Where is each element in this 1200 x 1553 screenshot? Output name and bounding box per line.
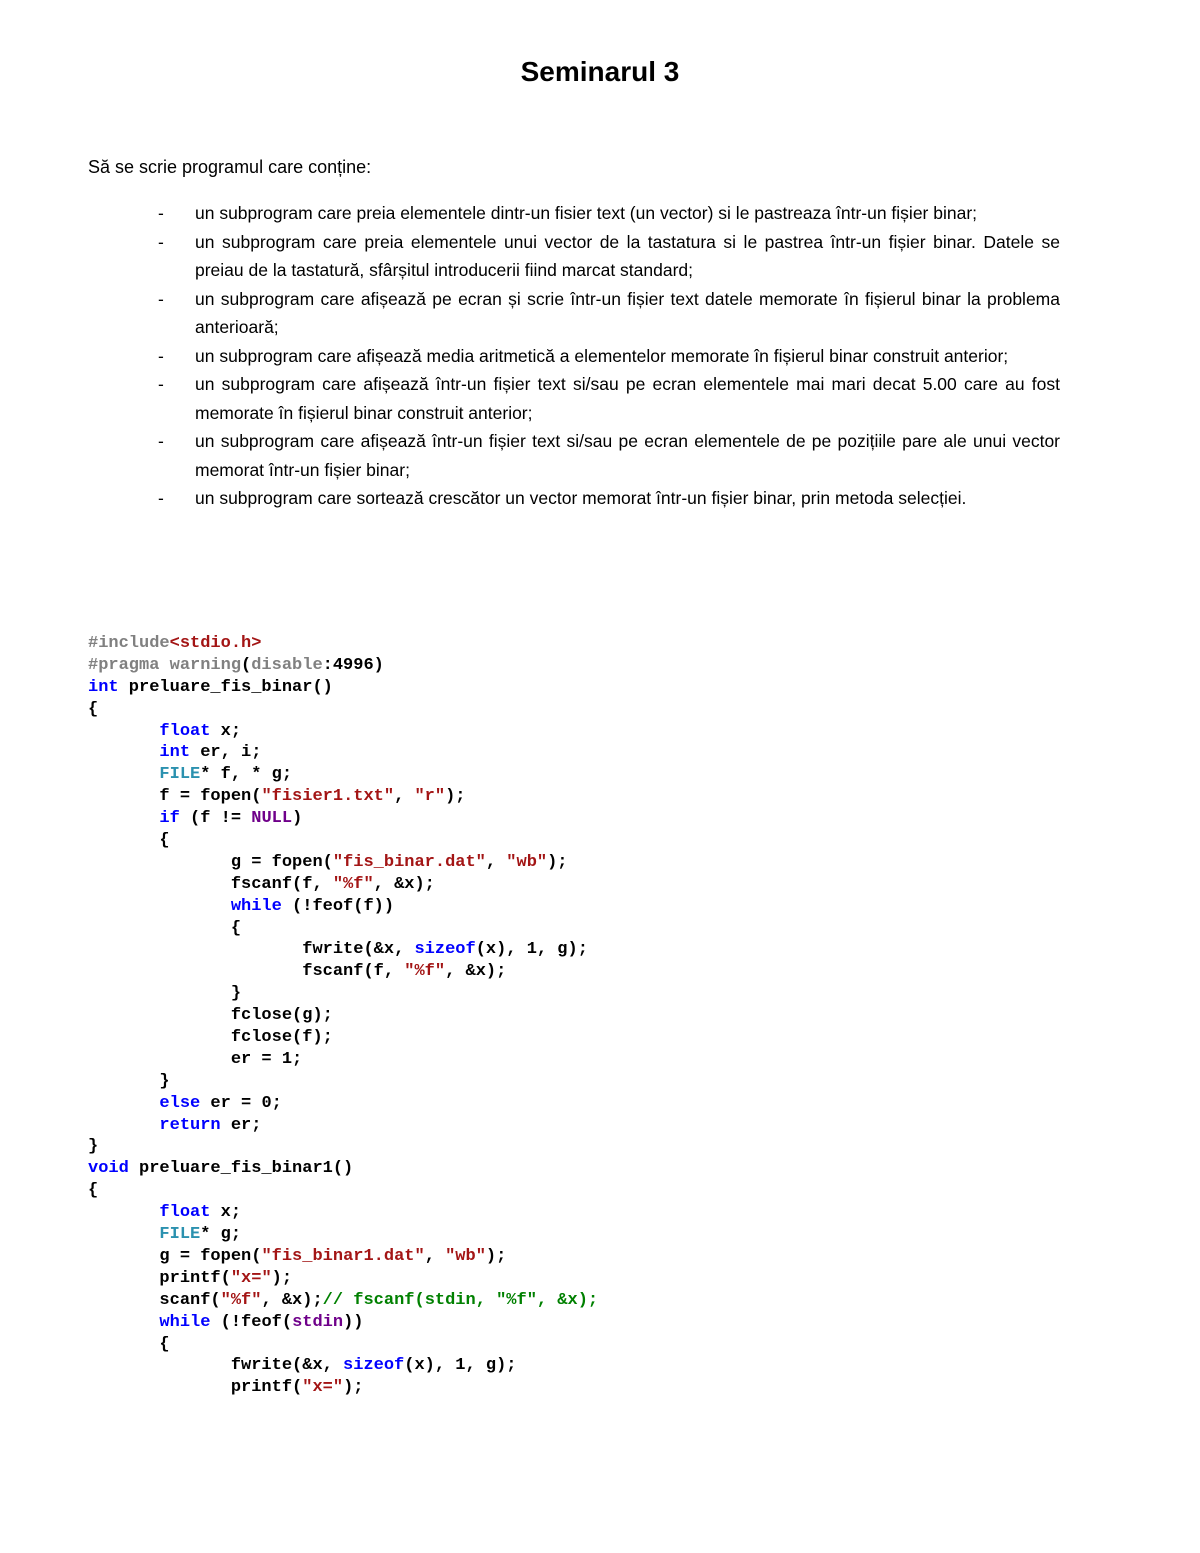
code-token: "%f" bbox=[220, 1290, 262, 1310]
code-token: (x), 1, g); bbox=[475, 940, 588, 960]
code-token bbox=[88, 722, 159, 741]
task-item bbox=[88, 370, 1060, 427]
task-item bbox=[88, 228, 1060, 285]
code-token: fwrite(&x, bbox=[88, 1356, 344, 1376]
code-token: , bbox=[424, 1246, 446, 1266]
code-token: x; bbox=[210, 721, 242, 741]
code-token: er; bbox=[220, 1115, 262, 1135]
code-token: { bbox=[88, 699, 99, 719]
code-line bbox=[88, 1071, 1148, 1093]
code-token: while bbox=[159, 1312, 211, 1332]
code-line bbox=[88, 1377, 1148, 1399]
code-token: g = fopen( bbox=[88, 852, 333, 872]
task-text: un subprogram care sortează crescător un vector memorat într-un fișier binar, prin metoda selecției. bbox=[195, 488, 967, 508]
code-token: fwrite(&x, bbox=[88, 940, 415, 960]
code-token: er = 1; bbox=[88, 1049, 303, 1069]
code-token: } bbox=[88, 1137, 99, 1157]
code-token: disable bbox=[251, 655, 323, 675]
code-token: (!feof(f)) bbox=[281, 896, 395, 916]
code-token: fclose(f); bbox=[88, 1028, 333, 1048]
code-token bbox=[88, 1116, 159, 1135]
code-line bbox=[88, 633, 1148, 655]
code-token: printf( bbox=[88, 1378, 303, 1398]
code-token: x; bbox=[210, 1203, 242, 1223]
code-line bbox=[88, 1268, 1148, 1290]
code-token: preluare_fis_binar() bbox=[118, 677, 333, 697]
code-token: "wb" bbox=[506, 852, 548, 872]
code-token bbox=[88, 1313, 159, 1332]
code-token: * f, * g; bbox=[200, 765, 293, 785]
code-token: ); bbox=[485, 1246, 507, 1266]
code-token: "%f" bbox=[332, 874, 374, 894]
bullet-dash: - bbox=[158, 203, 164, 223]
code-token: )) bbox=[343, 1312, 364, 1332]
code-token: { bbox=[88, 831, 170, 851]
code-token bbox=[88, 1094, 159, 1113]
task-item bbox=[88, 199, 1060, 228]
code-token: er, i; bbox=[190, 743, 262, 763]
task-text: un subprogram care afișează într-un fișier text si/sau pe ecran elementele mai mari decat 5.00 care au fost memorate în fișierul binar construit anterior; bbox=[195, 374, 1060, 423]
task-item bbox=[88, 427, 1060, 484]
code-line bbox=[88, 1005, 1148, 1027]
code-token: ); bbox=[547, 852, 568, 872]
code-token: void bbox=[88, 1159, 129, 1179]
code-token: "fis_binar1.dat" bbox=[261, 1246, 425, 1266]
code-line bbox=[88, 1355, 1148, 1377]
code-line bbox=[88, 1180, 1148, 1202]
code-token: ); bbox=[271, 1268, 293, 1288]
code-token bbox=[88, 743, 159, 762]
code-token: NULL bbox=[251, 809, 293, 829]
code-token: :4996) bbox=[322, 655, 384, 675]
code-token bbox=[88, 1203, 159, 1222]
code-line bbox=[88, 764, 1148, 786]
code-token: er = 0; bbox=[200, 1093, 282, 1113]
code-token: fscanf(f, bbox=[88, 962, 405, 982]
code-token: { bbox=[88, 918, 242, 938]
code-token: sizeof bbox=[343, 1356, 405, 1376]
bullet-dash: - bbox=[158, 345, 164, 366]
code-token: , bbox=[485, 852, 507, 872]
code-token bbox=[88, 897, 231, 916]
code-token: float bbox=[159, 1203, 211, 1223]
bullet-dash: - bbox=[158, 374, 164, 394]
task-item bbox=[88, 285, 1060, 342]
code-token: fclose(g); bbox=[88, 1006, 333, 1026]
code-token: ( bbox=[241, 655, 252, 675]
code-line bbox=[88, 1027, 1148, 1049]
task-text: un subprogram care preia elementele dintr-un fisier text (un vector) si le pastreaza într-un fișier binar; bbox=[195, 203, 978, 223]
bullet-dash: - bbox=[158, 431, 164, 451]
code-line bbox=[88, 1246, 1148, 1268]
code-token: #pragma warning bbox=[88, 655, 242, 675]
code-token: "fis_binar.dat" bbox=[332, 852, 486, 872]
code-line bbox=[88, 918, 1148, 940]
code-line bbox=[88, 808, 1148, 830]
code-token: ); bbox=[343, 1378, 364, 1398]
code-token: "r" bbox=[414, 787, 446, 807]
code-token: else bbox=[159, 1093, 201, 1113]
code-token: , &x); bbox=[261, 1290, 323, 1310]
task-item bbox=[88, 342, 1060, 371]
code-token: sizeof bbox=[414, 940, 476, 960]
code-line bbox=[88, 1224, 1148, 1246]
code-token: , bbox=[394, 787, 415, 807]
code-line bbox=[88, 1115, 1148, 1137]
code-token: ) bbox=[292, 809, 303, 829]
code-token: ); bbox=[445, 787, 466, 807]
code-block bbox=[88, 633, 1148, 1399]
task-list bbox=[88, 199, 1060, 513]
code-token: int bbox=[88, 677, 119, 697]
task-text: un subprogram care afișează pe ecran și scrie într-un fișier text datele memorate în fișierul binar la problema anterioară; bbox=[195, 288, 1060, 337]
code-token: "wb" bbox=[445, 1246, 486, 1266]
code-line bbox=[88, 655, 1148, 677]
code-token: return bbox=[159, 1115, 221, 1135]
code-line bbox=[88, 677, 1148, 699]
code-token bbox=[88, 1225, 159, 1244]
bullet-dash: - bbox=[158, 488, 164, 508]
code-token: * g; bbox=[200, 1225, 242, 1245]
code-token: "%f" bbox=[404, 962, 446, 982]
code-token: "x=" bbox=[302, 1378, 344, 1398]
code-token: preluare_fis_binar1() bbox=[128, 1159, 354, 1179]
code-line bbox=[88, 721, 1148, 743]
code-line bbox=[88, 939, 1148, 961]
code-token: { bbox=[88, 1181, 99, 1201]
code-line bbox=[88, 1202, 1148, 1224]
code-token: // fscanf(stdin, "%f", &x); bbox=[322, 1290, 599, 1310]
code-line bbox=[88, 786, 1148, 808]
code-line bbox=[88, 1290, 1148, 1312]
task-item bbox=[88, 484, 1060, 513]
page-title: Seminarul 3 bbox=[520, 56, 680, 87]
code-token: #include bbox=[88, 634, 170, 653]
code-token: , &x); bbox=[445, 962, 507, 982]
code-line bbox=[88, 742, 1148, 764]
code-line bbox=[88, 1312, 1148, 1334]
task-text: un subprogram care afișează într-un fișier text si/sau pe ecran elementele de pe pozițiile pare ale unui vector memorat într-un fișier binar; bbox=[195, 431, 1060, 480]
code-token: g = fopen( bbox=[88, 1246, 262, 1266]
code-token: <stdio.h> bbox=[169, 634, 262, 653]
code-token: (!feof( bbox=[210, 1312, 293, 1332]
code-token: (x), 1, g); bbox=[404, 1356, 517, 1376]
code-line bbox=[88, 1158, 1148, 1180]
code-token: if bbox=[159, 809, 180, 829]
code-token: fscanf(f, bbox=[88, 874, 333, 894]
code-line bbox=[88, 830, 1148, 852]
code-token: (f != bbox=[179, 809, 252, 829]
bullet-dash: - bbox=[158, 231, 164, 252]
code-line bbox=[88, 896, 1148, 918]
code-token: f = fopen( bbox=[88, 787, 262, 807]
code-line bbox=[88, 1334, 1148, 1356]
code-line bbox=[88, 699, 1148, 721]
code-token: FILE bbox=[159, 765, 201, 785]
code-line bbox=[88, 1093, 1148, 1115]
code-token bbox=[88, 809, 159, 828]
code-line bbox=[88, 1049, 1148, 1071]
code-token: } bbox=[88, 1071, 170, 1091]
code-token: stdin bbox=[292, 1312, 344, 1332]
code-token: } bbox=[88, 984, 242, 1004]
code-token: , &x); bbox=[373, 874, 435, 894]
code-line bbox=[88, 874, 1148, 896]
code-token: "x=" bbox=[230, 1268, 272, 1288]
code-token: FILE bbox=[159, 1225, 201, 1245]
code-line bbox=[88, 961, 1148, 983]
code-line bbox=[88, 1136, 1148, 1158]
code-token: float bbox=[159, 721, 211, 741]
code-token: "fisier1.txt" bbox=[261, 787, 395, 807]
code-line bbox=[88, 852, 1148, 874]
code-line bbox=[88, 983, 1148, 1005]
task-text: un subprogram care preia elementele unui vector de la tastatura si le pastrea într-un fișier binar. Datele se preiau de la tastatură, sfârșitul introducerii fiind marcat standard; bbox=[195, 231, 1060, 280]
task-text: un subprogram care afișează media aritmetică a elementelor memorate în fișierul binar construit anterior; bbox=[195, 345, 1009, 366]
code-token: { bbox=[88, 1334, 170, 1354]
bullet-dash: - bbox=[158, 288, 164, 309]
code-token: int bbox=[159, 743, 191, 763]
code-token: printf( bbox=[88, 1268, 231, 1288]
code-token bbox=[88, 765, 159, 784]
code-token: while bbox=[230, 896, 282, 916]
intro-text: Să se scrie programul care conține: bbox=[88, 157, 372, 177]
code-token: scanf( bbox=[88, 1290, 221, 1310]
